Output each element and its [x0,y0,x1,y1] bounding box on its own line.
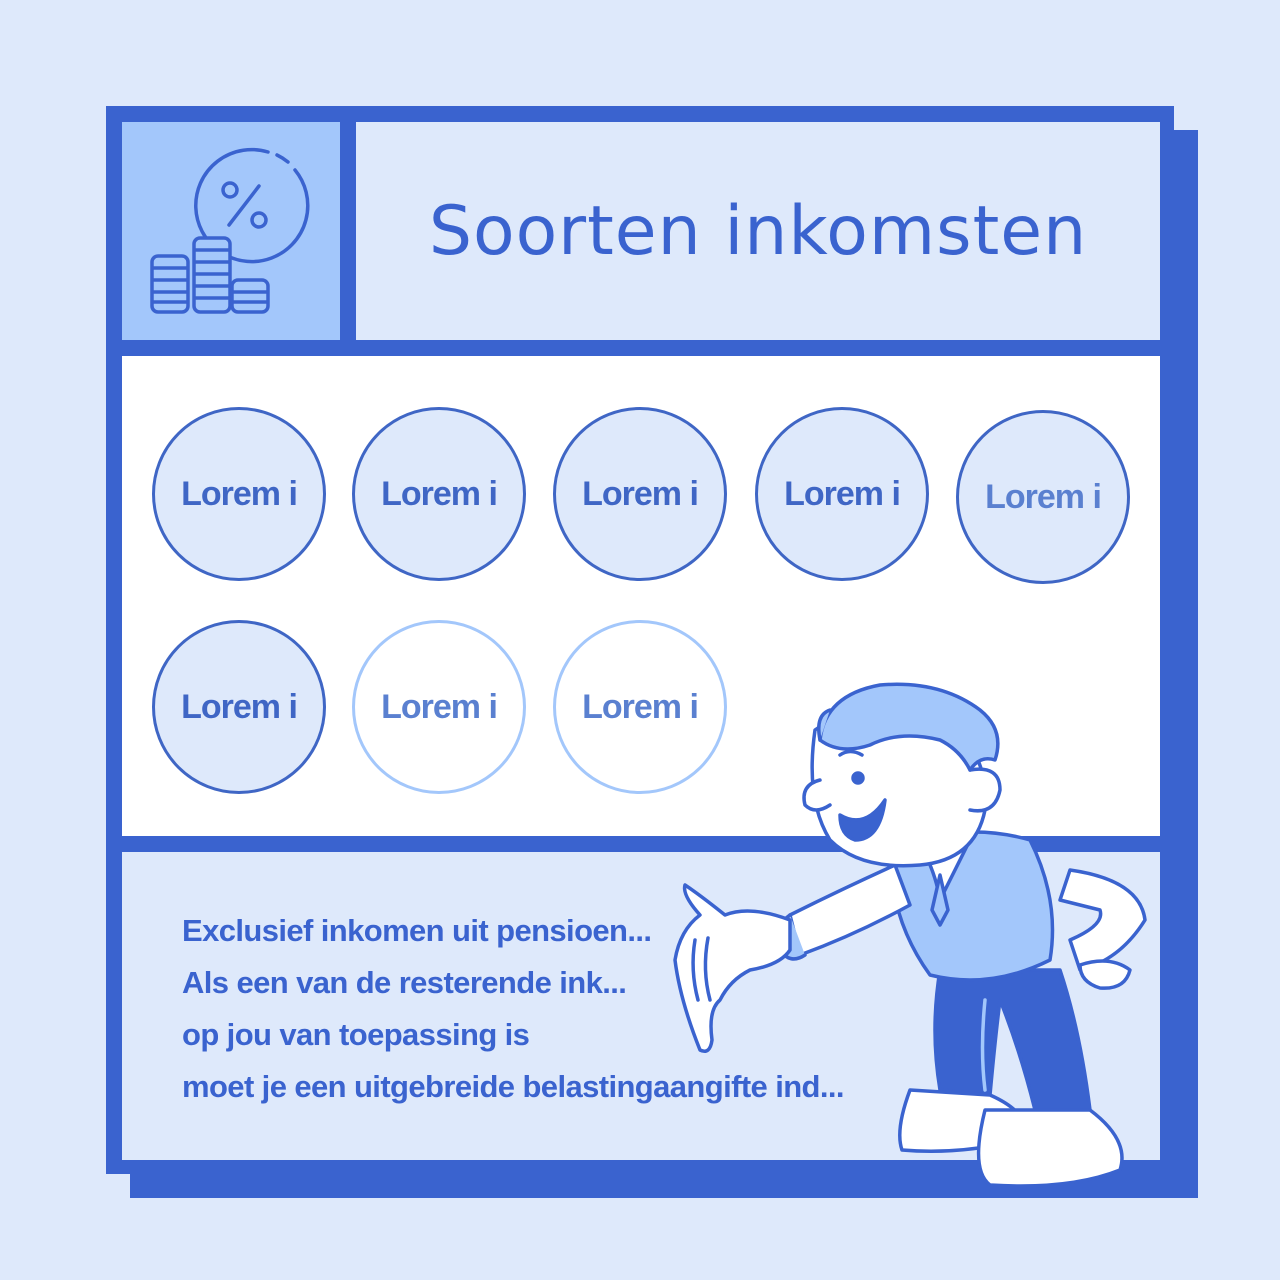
man-gesturing-illustration [640,670,1160,1210]
title-cell [356,122,1160,340]
income-type-label: Lorem i [582,687,698,726]
income-type-label: Lorem i [181,687,297,726]
description-line-1: Exclusief inkomen uit pensioen... [182,913,652,948]
income-type-circle-4[interactable] [755,407,929,581]
income-type-circle-5[interactable] [956,410,1130,584]
income-type-circle-6[interactable] [152,620,326,794]
income-type-label: Lorem i [582,474,698,513]
description-line-3: op jou van toepassing is [182,1017,530,1052]
income-type-label: Lorem i [784,474,900,513]
icon-cell [122,122,340,340]
income-type-label: Lorem i [985,477,1101,516]
income-type-label: Lorem i [381,474,497,513]
income-type-circle-1[interactable] [152,407,326,581]
description-line-4: moet je een uitgebreide belastingaangifte ind... [182,1069,844,1104]
description-line-2: Als een van de resterende ink... [182,965,627,1000]
income-type-label: Lorem i [381,687,497,726]
income-type-label: Lorem i [181,474,297,513]
percent-coins-icon [122,122,340,340]
income-type-circle-7[interactable] [352,620,526,794]
income-type-circle-3[interactable] [553,407,727,581]
income-type-circle-2[interactable] [352,407,526,581]
page-title: Soorten inkomsten [428,191,1088,271]
